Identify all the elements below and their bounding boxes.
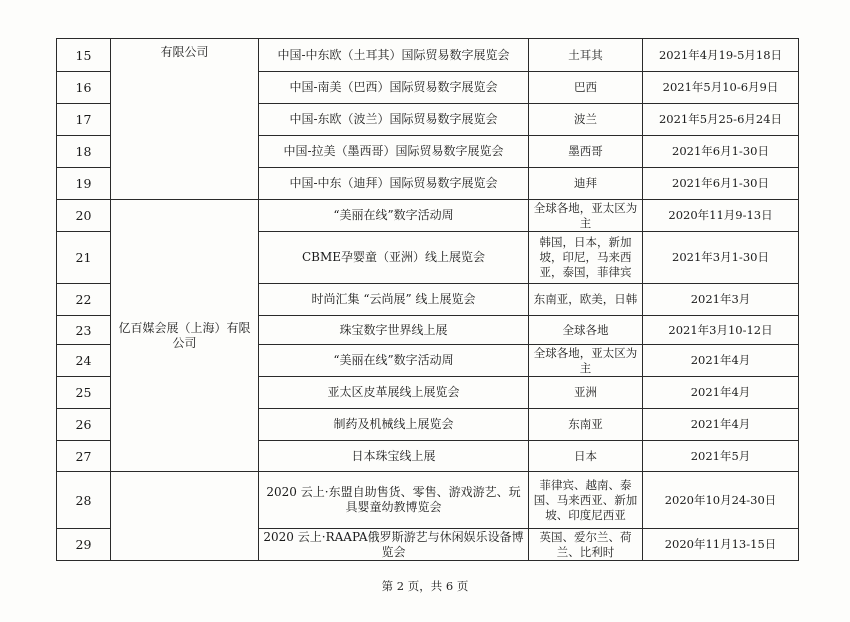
row-number: 18 — [57, 136, 111, 168]
country-region: 全球各地 — [529, 316, 643, 345]
exhibition-date: 2021年4月 — [643, 377, 799, 409]
exhibition-date: 2021年3月10-12日 — [643, 316, 799, 345]
table-row — [57, 200, 799, 232]
row-number: 29 — [57, 529, 111, 561]
exhibition-date: 2021年4月19-5月18日 — [643, 39, 799, 72]
table-row — [57, 39, 799, 72]
row-number: 20 — [57, 200, 111, 232]
page-footer: 第 2 页，共 6 页 — [381, 579, 469, 593]
row-number: 16 — [57, 72, 111, 104]
exhibition-date: 2021年6月1-30日 — [643, 136, 799, 168]
row-number: 26 — [57, 409, 111, 441]
country-region: 土耳其 — [529, 39, 643, 72]
country-region: 墨西哥 — [529, 136, 643, 168]
row-number: 28 — [57, 472, 111, 529]
row-number: 27 — [57, 441, 111, 472]
exhibition-name: 中国-中东欧（土耳其）国际贸易数字展览会 — [259, 39, 529, 72]
exhibition-date: 2021年5月 — [643, 441, 799, 472]
country-region: 亚洲 — [529, 377, 643, 409]
exhibition-name: 中国-东欧（波兰）国际贸易数字展览会 — [259, 104, 529, 136]
country-region: 东南亚 — [529, 409, 643, 441]
country-region: 菲律宾、越南、泰国、马来西亚、新加坡、印度尼西亚 — [529, 472, 643, 529]
exhibition-date: 2021年5月10-6月9日 — [643, 72, 799, 104]
exhibition-name: 制药及机械线上展览会 — [259, 409, 529, 441]
row-number: 15 — [57, 39, 111, 72]
country-region: 东南亚，欧美，日韩 — [529, 284, 643, 316]
row-number: 23 — [57, 316, 111, 345]
exhibition-date: 2021年6月1-30日 — [643, 168, 799, 200]
country-region: 全球各地，亚太区为主 — [529, 345, 643, 377]
country-region: 迪拜 — [529, 168, 643, 200]
exhibition-name: 2020 云上·RAAPA俄罗斯游艺与休闲娱乐设备博览会 — [259, 529, 529, 561]
organizer-cell — [111, 472, 259, 561]
row-number: 22 — [57, 284, 111, 316]
row-number: 25 — [57, 377, 111, 409]
exhibition-date: 2021年5月25-6月24日 — [643, 104, 799, 136]
country-region: 韩国，日本，新加坡，印尼，马来西亚，泰国，菲律宾 — [529, 232, 643, 284]
organizer-cell: 有限公司 — [111, 39, 259, 200]
exhibition-name: 中国-南美（巴西）国际贸易数字展览会 — [259, 72, 529, 104]
exhibition-date: 2021年4月 — [643, 409, 799, 441]
country-region: 日本 — [529, 441, 643, 472]
exhibition-date: 2020年11月9-13日 — [643, 200, 799, 232]
row-number: 17 — [57, 104, 111, 136]
exhibition-name: 日本珠宝线上展 — [259, 441, 529, 472]
row-number: 21 — [57, 232, 111, 284]
exhibition-name: “美丽在线”数字活动周 — [259, 345, 529, 377]
table-row — [57, 472, 799, 529]
country-region: 巴西 — [529, 72, 643, 104]
organizer-cell: 亿百媒会展（上海）有限公司 — [111, 200, 259, 472]
row-number: 24 — [57, 345, 111, 377]
exhibition-date: 2020年11月13-15日 — [643, 529, 799, 561]
exhibition-name: “美丽在线”数字活动周 — [259, 200, 529, 232]
exhibition-date: 2020年10月24-30日 — [643, 472, 799, 529]
country-region: 全球各地，亚太区为主 — [529, 200, 643, 232]
exhibition-date: 2021年3月 — [643, 284, 799, 316]
exhibition-name: CBME孕婴童（亚洲）线上展览会 — [259, 232, 529, 284]
exhibition-name: 中国-中东（迪拜）国际贸易数字展览会 — [259, 168, 529, 200]
exhibition-date: 2021年4月 — [643, 345, 799, 377]
exhibition-table — [56, 38, 799, 561]
exhibition-name: 中国-拉美（墨西哥）国际贸易数字展览会 — [259, 136, 529, 168]
exhibition-name: 亚太区皮革展线上展览会 — [259, 377, 529, 409]
exhibition-name: 时尚汇集 “云尚展” 线上展览会 — [259, 284, 529, 316]
country-region: 英国、爱尔兰、荷兰、比利时 — [529, 529, 643, 561]
row-number: 19 — [57, 168, 111, 200]
country-region: 波兰 — [529, 104, 643, 136]
exhibition-date: 2021年3月1-30日 — [643, 232, 799, 284]
exhibition-name: 珠宝数字世界线上展 — [259, 316, 529, 345]
exhibition-name: 2020 云上·东盟自助售货、零售、游戏游艺、玩具婴童幼教博览会 — [259, 472, 529, 529]
